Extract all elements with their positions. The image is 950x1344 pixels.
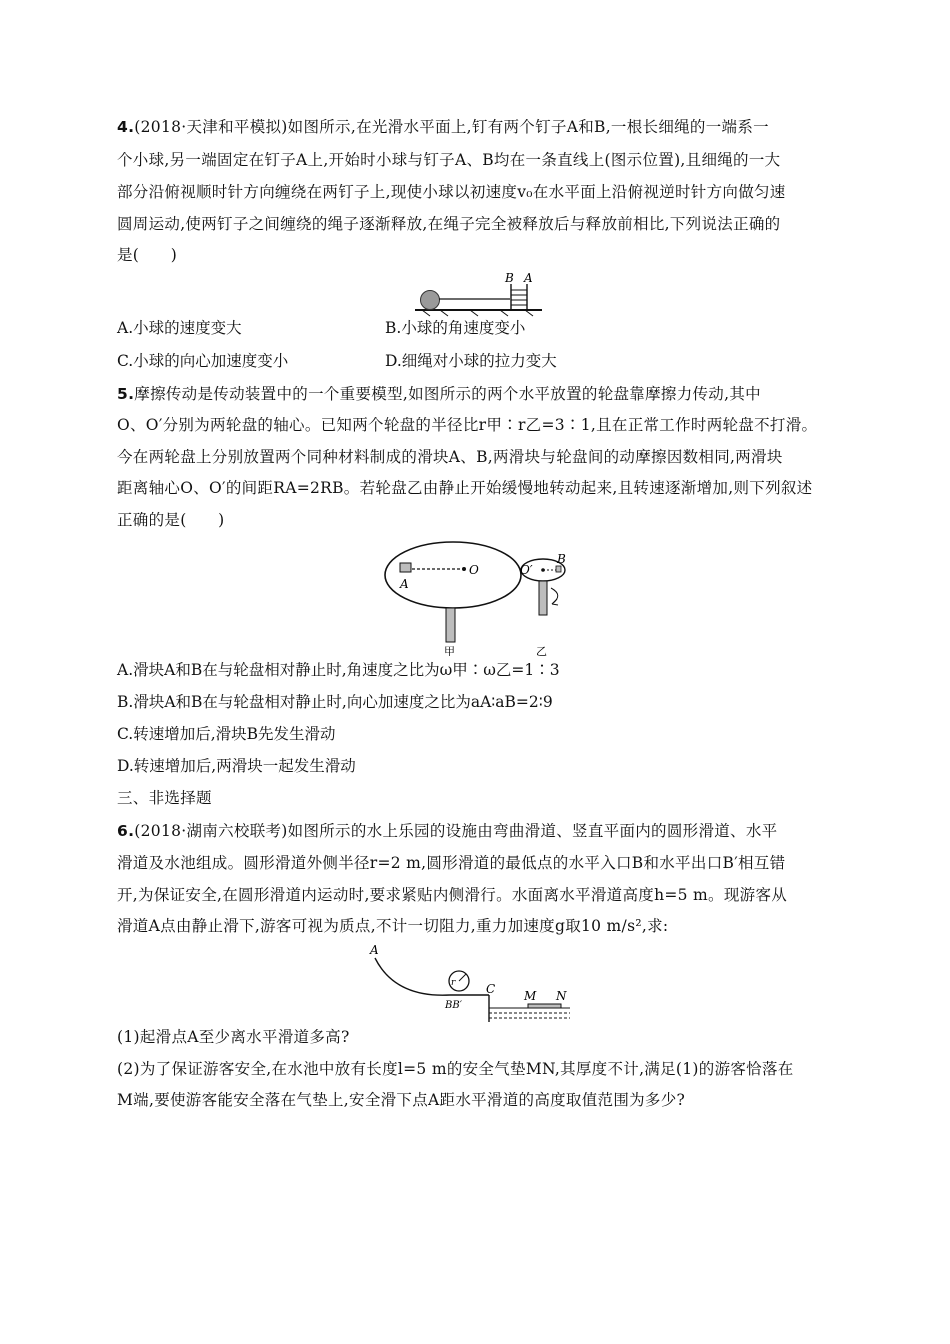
q5-option-a[interactable]: A.滑块A和B在与轮盘相对静止时,角速度之比为ω甲∶ω乙=1∶3 [117, 661, 560, 679]
q5-line-3: 今在两轮盘上分别放置两个同种材料制成的滑块A、B,两滑块与轮盘间的动摩擦因数相同,两滑块 [117, 448, 783, 466]
q5-label-o: O [469, 563, 479, 577]
q6-line-2: 滑道及水池组成。圆形滑道外侧半径r=2 m,圆形滑道的最低点的水平入口B和水平出口B′相互错 [117, 854, 786, 872]
q6-label-r: r [451, 978, 456, 988]
section-heading: 三、非选择题 [117, 789, 212, 807]
q5-option-c[interactable]: C.转速增加后,滑块B先发生滑动 [117, 725, 336, 743]
q6-line-4: 滑道A点由静止滑下,游客可视为质点,不计一切阻力,重力加速度g取10 m/s²,求: [117, 917, 669, 935]
q4-label-a: A [524, 271, 533, 285]
q6-label-n: N [556, 989, 567, 1003]
q5-line-4: 距离轴心O、O′的间距RA=2RB。若轮盘乙由静止开始缓慢地转动起来,且转速逐渐增加,则下列叙述 [117, 479, 813, 497]
q4-line-1: 4.(2018·天津和平模拟)如图所示,在光滑水平面上,钉有两个钉子A和B,一根长细绳的一端系一 [117, 118, 769, 136]
q5-option-b[interactable]: B.滑块A和B在与轮盘相对静止时,向心加速度之比为aA∶aB=2∶9 [117, 693, 553, 711]
q6-part-2-line-1: (2)为了保证游客安全,在水池中放有长度l=5 m的安全气垫MN,其厚度不计,满足(1)的游客恰落在 [117, 1060, 794, 1078]
q4-line-5: 是( ) [117, 246, 178, 264]
q5-line-1: 5.摩擦传动是传动装置中的一个重要模型,如图所示的两个水平放置的轮盘靠摩擦力传动,其中 [117, 385, 761, 403]
q6-label-a: A [370, 943, 379, 957]
q6-label-c: C [486, 982, 496, 996]
q5-line-2: O、O′分别为两轮盘的轴心。已知两个轮盘的半径比r甲∶r乙=3∶1,且在正常工作时两轮盘不打滑。 [117, 416, 818, 434]
q6-label-bb-prime: BB′ [445, 1000, 462, 1011]
q5-line-5: 正确的是( ) [117, 511, 225, 529]
q6-part-2-line-2: M端,要使游客能安全落在气垫上,安全滑下点A距水平滑道的高度取值范围为多少? [117, 1091, 686, 1109]
q4-number: 4. [117, 118, 135, 136]
q4-figure-ball-nails [410, 270, 550, 320]
q4-option-c[interactable]: C.小球的向心加速度变小 [117, 352, 289, 370]
q6-line-1: 6.(2018·湖南六校联考)如图所示的水上乐园的设施由弯曲滑道、竖直平面内的圆形滑道、水平 [117, 822, 778, 840]
q6-line-3: 开,为保证安全,在圆形滑道内运动时,要求紧贴内侧滑行。水面离水平滑道高度h=5 m。现游客从 [117, 886, 788, 904]
q4-option-d[interactable]: D.细绳对小球的拉力变大 [385, 352, 557, 370]
q6-number: 6. [117, 822, 135, 840]
q4-option-a[interactable]: A.小球的速度变大 [117, 319, 242, 337]
q5-label-jia: 甲 [444, 645, 455, 656]
q5-label-yi: 乙 [536, 645, 547, 656]
q5-figure-friction-wheels [380, 538, 580, 656]
q4-line-4: 圆周运动,使两钉子之间缠绕的绳子逐渐释放,在绳子完全被释放后与释放前相比,下列说法正确的 [117, 215, 781, 233]
q6-label-m: M [524, 989, 537, 1003]
q4-line-3: 部分沿俯视顺时针方向缠绕在两钉子上,现使小球以初速度v₀在水平面上沿俯视逆时针方向做匀速 [117, 183, 786, 201]
q5-label-o-prime: O′ [520, 563, 533, 577]
q5-label-a: A [400, 577, 409, 591]
q6-figure-water-slide [365, 938, 580, 1024]
q4-line-2: 个小球,另一端固定在钉子A上,开始时小球与钉子A、B均在一条直线上(图示位置),且细绳的一大 [117, 151, 781, 169]
q5-label-b: B [557, 552, 566, 566]
q6-part-1: (1)起滑点A至少离水平滑道多高? [117, 1028, 350, 1046]
q4-option-b[interactable]: B.小球的角速度变小 [385, 319, 526, 337]
q5-number: 5. [117, 385, 135, 403]
q4-label-b: B [505, 271, 514, 285]
q5-option-d[interactable]: D.转速增加后,两滑块一起发生滑动 [117, 757, 356, 775]
